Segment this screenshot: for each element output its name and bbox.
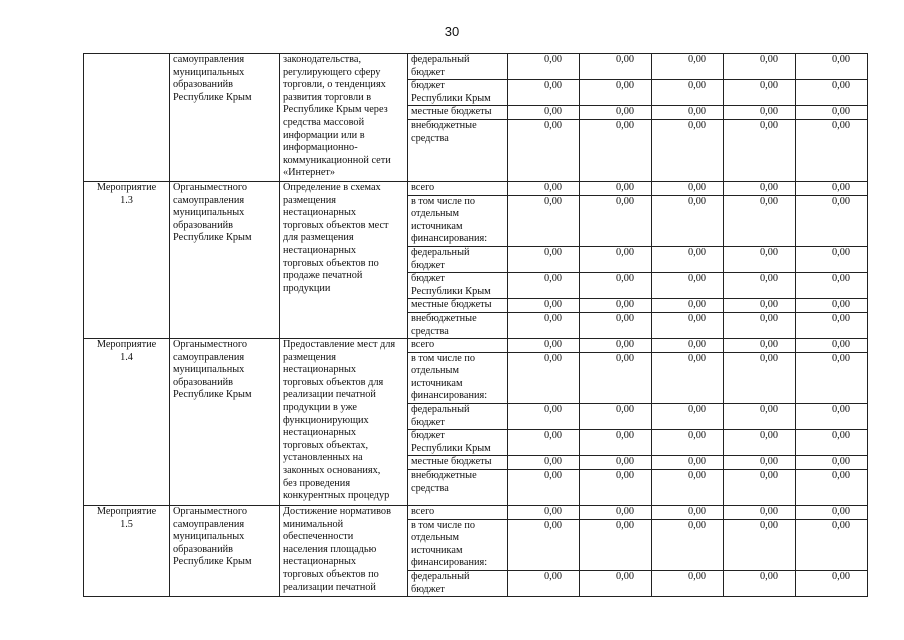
amount-cell: 0,00 [652,106,724,120]
funding-source-text: бюджет [411,430,445,442]
amount-cell: 0,00 [796,430,868,456]
funding-source-text: всего [411,181,435,193]
description-text: обеспеченности [283,531,354,543]
description-text: коммуникационной сети [283,154,391,166]
table-row [84,339,868,353]
amount-cell: 0,00 [508,181,580,195]
funding-source-cell [408,352,508,403]
funding-source-text: бюджет [411,273,445,285]
executor-text: самоуправления [173,54,245,65]
description-text: Определение в схемах [283,181,381,193]
description-text: средства массовой [283,116,365,128]
description-text: законодательства, [283,54,362,65]
funding-source-cell [408,195,508,246]
amount-cell: 0,00 [508,273,580,299]
amount-cell: 0,00 [796,470,868,506]
executor-text: Органыместного [173,506,247,518]
amount-cell: 0,00 [580,404,652,430]
executor-cell [170,506,280,597]
activity-text: 1.5 [120,518,133,530]
funding-source-text: источникам [411,220,463,232]
description-text: торговых объектов по [283,569,379,580]
funding-source-text: федеральный [411,571,470,582]
description-text: продукции [283,282,331,294]
amount-cell: 0,00 [796,181,868,195]
amount-cell: 0,00 [724,54,796,80]
funding-source-text: внебюджетные [411,119,477,131]
funding-source-text: бюджет [411,80,445,92]
funding-source-text: Республики Крым [411,92,491,104]
amount-cell: 0,00 [652,456,724,470]
amount-cell: 0,00 [724,299,796,313]
amount-cell: 0,00 [580,246,652,272]
amount-cell: 0,00 [580,470,652,506]
executor-text: образованийв [173,376,233,388]
amount-cell: 0,00 [724,470,796,506]
activity-cell [84,506,170,597]
amount-cell: 0,00 [796,339,868,353]
amount-cell: 0,00 [508,339,580,353]
description-cell [280,339,408,506]
description-text: торговых объектов по [283,257,379,269]
description-text: продукции в уже [283,402,358,414]
amount-cell: 0,00 [580,106,652,120]
amount-cell: 0,00 [796,195,868,246]
description-text: торговли, о тенденциях [283,79,386,91]
description-text: торговых объектах, [283,439,369,451]
activity-text: Мероприятие [96,506,157,518]
description-text: без проведения [283,477,351,489]
description-text: продаже печатной [283,270,363,282]
funding-source-text: отдельным [411,532,459,544]
description-text: информации или в [283,129,365,141]
amount-cell: 0,00 [580,456,652,470]
funding-source-text: федеральный [411,246,470,258]
amount-cell: 0,00 [724,195,796,246]
amount-cell: 0,00 [724,571,796,597]
executor-text: Органыместного [173,181,247,193]
funding-source-text: всего [411,506,435,518]
amount-cell: 0,00 [580,506,652,520]
description-text: информационно- [283,142,358,154]
amount-cell: 0,00 [580,273,652,299]
executor-text: образованийв [173,219,233,231]
amount-cell: 0,00 [724,506,796,520]
activity-cell [84,54,170,182]
amount-cell: 0,00 [580,571,652,597]
funding-source-text: местные бюджеты [411,299,492,311]
amount-cell: 0,00 [508,299,580,313]
description-text: функционирующих [283,414,369,426]
amount-cell: 0,00 [652,181,724,195]
amount-cell: 0,00 [796,80,868,106]
amount-cell: 0,00 [508,470,580,506]
executor-text: муниципальных [173,207,245,219]
amount-cell: 0,00 [580,195,652,246]
funding-source-text: бюджет [411,66,445,78]
amount-cell: 0,00 [508,80,580,106]
funding-source-cell [408,339,508,353]
description-text: регулирующего сферу [283,66,381,78]
funding-source-text: средства [411,325,449,337]
executor-text: муниципальных [173,531,245,543]
funding-source-text: в том числе по [411,519,476,531]
description-text: торговых объектов для [283,376,384,388]
funding-source-cell [408,299,508,313]
amount-cell: 0,00 [508,106,580,120]
amount-cell: 0,00 [724,181,796,195]
executor-text: самоуправления [173,518,245,530]
amount-cell: 0,00 [508,352,580,403]
description-text: законных основаниях, [283,465,381,477]
amount-cell: 0,00 [796,571,868,597]
amount-cell: 0,00 [652,119,724,181]
amount-cell: 0,00 [580,119,652,181]
description-text: размещения [283,351,336,363]
amount-cell: 0,00 [724,273,796,299]
funding-source-cell [408,470,508,506]
amount-cell: 0,00 [580,181,652,195]
amount-cell: 0,00 [796,54,868,80]
executor-text: Органыместного [173,339,247,351]
amount-cell: 0,00 [508,430,580,456]
amount-cell: 0,00 [796,119,868,181]
description-text: реализации печатной [283,389,376,401]
amount-cell: 0,00 [796,312,868,338]
executor-text: образованийв [173,79,233,91]
funding-source-text: в том числе по [411,352,476,364]
description-text: «Интернет» [283,167,336,179]
executor-cell [170,54,280,182]
amount-cell: 0,00 [652,54,724,80]
executor-text: Республике Крым [173,556,252,568]
executor-text: Республике Крым [173,232,252,244]
funding-source-text: внебюджетные [411,470,477,482]
funding-source-text: отдельным [411,365,459,377]
funding-source-cell [408,106,508,120]
executor-text: самоуправления [173,194,245,206]
amount-cell: 0,00 [724,339,796,353]
amount-cell: 0,00 [796,106,868,120]
executor-text: Республике Крым [173,389,252,401]
funding-source-text: в том числе по [411,195,476,207]
amount-cell: 0,00 [724,352,796,403]
amount-cell: 0,00 [580,339,652,353]
amount-cell: 0,00 [508,195,580,246]
description-text: нестационарных [283,427,357,439]
executor-text: муниципальных [173,364,245,376]
activity-text: 1.4 [120,351,133,363]
description-text: нестационарных [283,556,357,568]
description-cell [280,506,408,597]
amount-cell: 0,00 [652,339,724,353]
funding-source-cell [408,80,508,106]
funding-source-cell [408,506,508,520]
funding-source-text: средства [411,132,449,144]
funding-source-text: местные бюджеты [411,456,492,468]
amount-cell: 0,00 [652,352,724,403]
funding-source-cell [408,246,508,272]
funding-source-cell [408,181,508,195]
description-text: реализации печатной [283,581,376,593]
amount-cell: 0,00 [508,506,580,520]
funding-source-text: отдельным [411,208,459,220]
amount-cell: 0,00 [796,273,868,299]
funding-source-text: средства [411,482,449,494]
executor-cell [170,339,280,506]
amount-cell: 0,00 [796,299,868,313]
amount-cell: 0,00 [652,246,724,272]
amount-cell: 0,00 [796,519,868,570]
activity-text: Мероприятие [96,181,157,193]
amount-cell: 0,00 [796,456,868,470]
funding-source-text: всего [411,339,435,351]
funding-source-text: бюджет [411,259,445,271]
amount-cell: 0,00 [508,246,580,272]
funding-source-text: Республики Крым [411,285,491,297]
funding-source-text: финансирования: [411,557,488,569]
funding-source-text: федеральный [411,54,470,65]
description-text: для размещения [283,232,354,244]
table-row [84,54,868,80]
description-text: нестационарных [283,244,357,256]
funding-source-text: местные бюджеты [411,106,492,118]
amount-cell: 0,00 [580,519,652,570]
description-text: установленных на [283,452,363,464]
amount-cell: 0,00 [796,404,868,430]
amount-cell: 0,00 [724,404,796,430]
amount-cell: 0,00 [652,299,724,313]
funding-source-text: бюджет [411,583,445,595]
amount-cell: 0,00 [652,519,724,570]
amount-cell: 0,00 [652,80,724,106]
description-text: населения площадью [283,543,377,555]
description-cell [280,54,408,182]
amount-cell: 0,00 [580,299,652,313]
amount-cell: 0,00 [724,519,796,570]
amount-cell: 0,00 [724,106,796,120]
amount-cell: 0,00 [796,506,868,520]
amount-cell: 0,00 [508,519,580,570]
amount-cell: 0,00 [796,352,868,403]
funding-source-text: источникам [411,544,463,556]
amount-cell: 0,00 [508,54,580,80]
amount-cell: 0,00 [580,54,652,80]
amount-cell: 0,00 [724,119,796,181]
amount-cell: 0,00 [796,246,868,272]
amount-cell: 0,00 [652,312,724,338]
description-text: Предоставление мест для [283,339,396,351]
description-text: минимальной [283,518,344,530]
description-text: Республике Крым через [283,104,388,116]
executor-cell [170,181,280,338]
funding-source-text: бюджет [411,416,445,428]
amount-cell: 0,00 [724,246,796,272]
funding-source-cell [408,273,508,299]
page-number: 30 [444,24,460,39]
description-text: нестационарных [283,364,357,376]
amount-cell: 0,00 [580,352,652,403]
amount-cell: 0,00 [652,470,724,506]
funding-source-cell [408,312,508,338]
amount-cell: 0,00 [580,430,652,456]
amount-cell: 0,00 [580,80,652,106]
funding-source-text: Республики Крым [411,442,491,454]
description-text: развития торговли в [283,91,372,103]
funding-source-text: федеральный [411,404,470,416]
description-cell [280,181,408,338]
funding-source-text: финансирования: [411,233,488,245]
funding-source-text: источникам [411,377,463,389]
amount-cell: 0,00 [580,312,652,338]
activity-cell [84,181,170,338]
funding-source-cell [408,404,508,430]
amount-cell: 0,00 [508,571,580,597]
amount-cell: 0,00 [508,404,580,430]
amount-cell: 0,00 [724,80,796,106]
amount-cell: 0,00 [508,119,580,181]
funding-source-text: внебюджетные [411,312,477,324]
funding-source-cell [408,571,508,597]
amount-cell: 0,00 [652,571,724,597]
amount-cell: 0,00 [652,430,724,456]
amount-cell: 0,00 [652,195,724,246]
amount-cell: 0,00 [652,506,724,520]
funding-table [83,53,868,597]
funding-source-text: финансирования: [411,390,488,402]
activity-text: Мероприятие [96,339,157,351]
funding-source-cell [408,54,508,80]
executor-text: муниципальных [173,66,245,78]
table-row [84,506,868,520]
funding-source-cell [408,519,508,570]
amount-cell: 0,00 [508,312,580,338]
activity-text: 1.3 [120,194,133,206]
amount-cell: 0,00 [652,273,724,299]
amount-cell: 0,00 [724,456,796,470]
amount-cell: 0,00 [508,456,580,470]
amount-cell: 0,00 [724,312,796,338]
amount-cell: 0,00 [724,430,796,456]
amount-cell: 0,00 [652,404,724,430]
executor-text: Республике Крым [173,91,252,103]
description-text: нестационарных [283,207,357,219]
description-text: конкурентных процедур [283,490,390,502]
funding-source-cell [408,119,508,181]
activity-cell [84,339,170,506]
description-text: Достижение нормативов [283,506,391,518]
description-text: торговых объектов мест [283,219,389,231]
funding-source-cell [408,456,508,470]
description-text: размещения [283,194,336,206]
executor-text: самоуправления [173,351,245,363]
table-row [84,181,868,195]
funding-source-cell [408,430,508,456]
executor-text: образованийв [173,543,233,555]
